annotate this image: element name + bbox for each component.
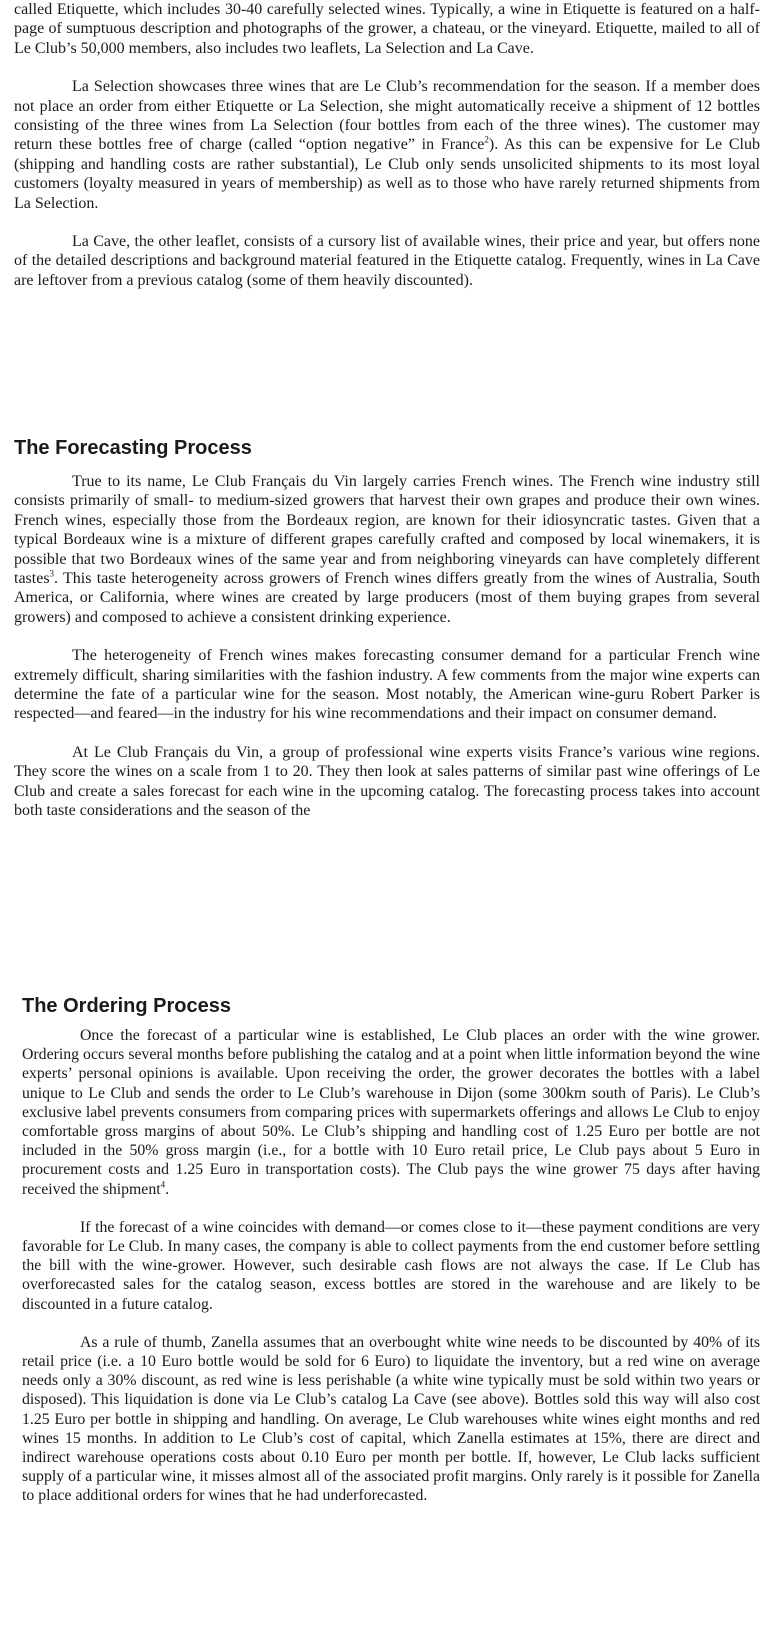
section-heading-ordering: The Ordering Process (22, 995, 231, 1017)
paragraph-french-wines (14, 472, 760, 627)
paragraph-rule-of-thumb: As a rule of thumb, Zanella assumes that an overbought white wine needs to be discounted by 40% of its retail price (i.e. a 10 Euro bottle would be sold for 6 Euro) to liquidate the inventory, but a red wine on average needs only a 30% discount, as red wine is less perishable (a white wine typically must be sold within two years or disposed). This liquidation is done via Le Club’s catalog La Cave (see above). Bottles sold this way will also cost 1.25 Euro per bottle in shipping and handling. On average, Le Club warehouses white wines eight months and red wines 15 months. In addition to Le Club’s cost of capital, which Zanella estimates at 15%, there are direct and indirect warehouse operations costs about 0.10 Euro per month per bottle. If, however, Le Club lacks sufficient supply of a particular wine, it misses almost all of the associated profit margins. Only rarely is it possible for Zanella to place additional orders for wines that he had underforecasted. (22, 1333, 760, 1505)
footnote-marker-2: 2 (484, 135, 489, 146)
paragraph-la-cave: La Cave, the other leaflet, consists of a cursory list of available wines, their price and year, but offers none of the detailed descriptions and background material featured in the Etiquette catalog. Frequently, wines in La Cave are leftover from a previous catalog (some of them heavily discounted). (14, 233, 760, 289)
paragraph-heterogeneity: The heterogeneity of French wines makes forecasting consumer demand for a particular French wine extremely difficult, sharing similarities with the fashion industry. A few comments from the major wine experts can determine the fate of a particular wine for the season. Most notably, the American wine-guru Robert Parker is respected—and feared—in the industry for his wine recommendations and their impact on consumer demand. (14, 647, 760, 723)
paragraph-order-placement-end: . (165, 1180, 170, 1198)
section-catalogs (14, 0, 760, 309)
paragraph-wine-experts: At Le Club Français du Vin, a group of professional wine experts visits France’s various wine regions. They score the wines on a scale from 1 to 20. They then look at sales patterns of similar past wine offerings of Le Club and create a sales forecast for each wine in the upcoming catalog. The forecasting process takes into account both taste considerations and the season of the (14, 743, 760, 820)
section-heading-forecasting: The Forecasting Process (14, 437, 252, 459)
paragraph-payment-conditions: If the forecast of a wine coincides with demand—or comes close to it—these payment conditions are very favorable for Le Club. In many cases, the company is able to collect payments from the end customer before settling the bill with the wine-grower. However, such desirable cash flows are not always the case. If Le Club has overforecasted sales for the catalog season, excess bottles are stored in the warehouse and are likely to be discounted in a future catalog. (22, 1218, 760, 1313)
paragraph-order-placement-text: Once the forecast of a particular wine is established, Le Club places an order with the wine grower. Ordering occurs several months before publishing the catalog and at a point when little information beyond the wine experts’ personal opinions is available. Upon receiving the order, the grower decorates the bottles with a label unique to Le Club and sends the order to Le Club’s warehouse in Dijon (some 300km south of Paris). Le Club’s exclusive label prevents consumers from comparing prices with supermarkets offerings and allows Le Club to enjoy comfortable gross margins of about 50%. Le Club’s shipping and handling cost of 1.25 Euro per bottle are not included in the 50% gross margin (i.e., for a bottle with 10 Euro retail price, Le Club pays about 5 Euro in procurement costs and 1.25 Euro in transportation costs). The Club pays the wine grower 75 days after having received the shipment (22, 1027, 760, 1198)
paragraph-order-placement (22, 1026, 760, 1199)
footnote-marker-3: 3 (49, 568, 55, 579)
paragraph-french-wines-text-cont: . This taste heterogeneity across growers of French wines differs greatly from the wines of Australia, South America, or California, where wines are created by large producers (most of them buying grapes from several growers) and composed to achieve a consistent drinking experience. (14, 570, 760, 626)
paragraph-french-wines-text: True to its name, Le Club Français du Vin largely carries French wines. The French wine industry still consists primarily of small- to medium-sized growers that harvest their own grapes and produce their own wines. French wines, especially those from the Bordeaux region, are known for their idiosyncratic tastes. Given that a typical Bordeaux wine is a mixture of different grapes carefully crafted and composed by local winemakers, it is possible that two Bordeaux wines of the same year and from neighboring vineyards can have completely different tastes (14, 473, 760, 588)
section-forecasting (14, 436, 760, 840)
paragraph-la-selection (14, 77, 760, 213)
footnote-marker-4: 4 (160, 1179, 166, 1190)
paragraph-etiquette: called Etiquette, which includes 30-40 carefully selected wines. Typically, a wine in Etiquette is featured on a half-page of sumptuous description and photographs of the grower, a chateau, or the vineyard. Etiquette, mailed to all of Le Club’s 50,000 members, also includes two leaflets, La Selection and La Cave. (14, 1, 760, 57)
section-ordering (22, 994, 760, 1525)
paragraph-la-selection-text-cont: ). As this can be expensive for Le Club (shipping and handling costs are rather substantial), Le Club only sends unsolicited shipments to its most loyal customers (loyalty measured in years of membership) as well as to those who have rarely returned shipments from La Selection. (14, 136, 760, 212)
paragraph-la-selection-text: La Selection showcases three wines that are Le Club’s recommendation for the season. If a member does not place an order from either Etiquette or La Selection, she might automatically receive a shipment of 12 bottles consisting of the three wines from La Selection (four bottles from each of the three wines). The customer may return these bottles free of charge (called “option negative” in France (14, 78, 760, 154)
